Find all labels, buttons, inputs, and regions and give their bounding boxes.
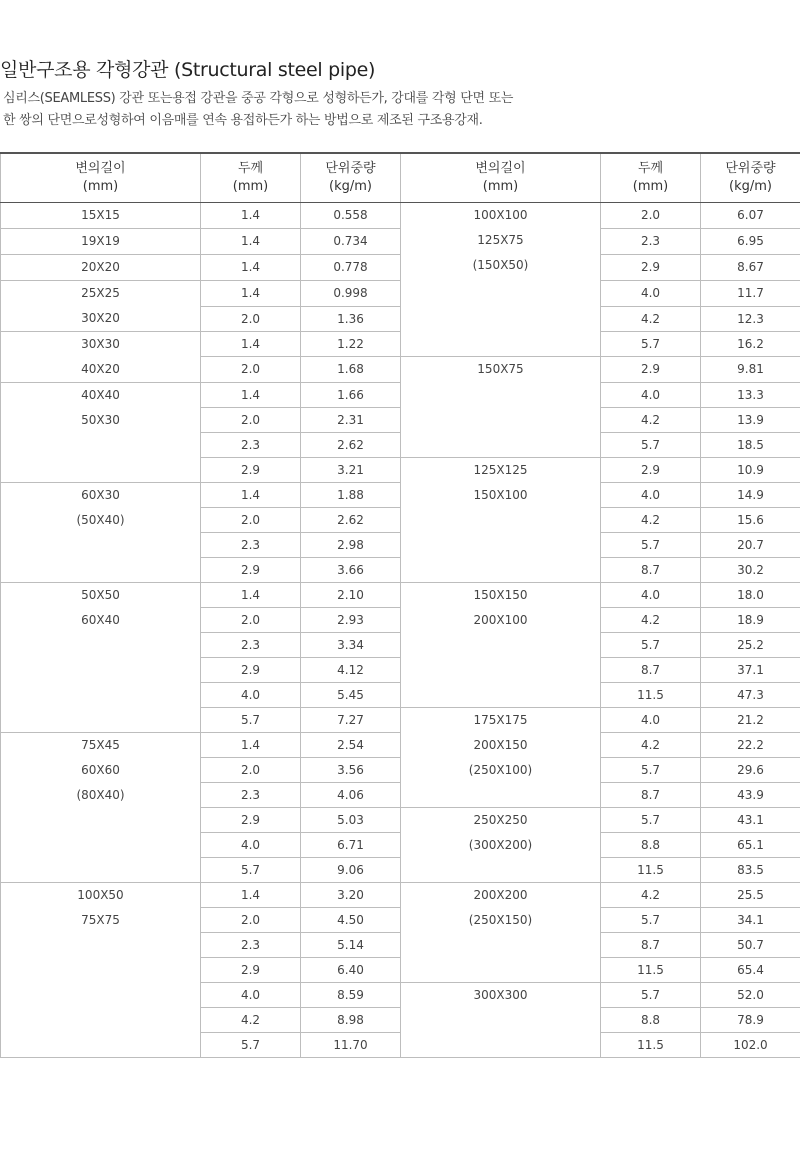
unit-weight-cell: 102.0 — [701, 1033, 800, 1058]
thickness-cell: 4.0 — [601, 383, 701, 408]
thickness-cell: 11.5 — [601, 858, 701, 883]
side-length-cell — [1, 733, 201, 883]
unit-weight-cell: 30.2 — [701, 558, 800, 583]
description-line: 심리스(SEAMLESS) 강관 또는용접 강관을 중공 각형으로 성형하든가, 강대를 각형 단면 또는 — [3, 91, 514, 106]
side-length-value: 15X15 — [81, 208, 120, 222]
thickness-cell: 5.7 — [201, 708, 301, 733]
side-length-value: (300X200) — [468, 838, 533, 852]
thickness-cell: 5.7 — [601, 908, 701, 933]
thickness-cell: 1.4 — [201, 583, 301, 608]
table-row — [1, 733, 800, 758]
side-length-cell — [401, 357, 601, 458]
unit-weight-cell: 2.62 — [301, 433, 401, 458]
thickness-cell: 2.9 — [201, 458, 301, 483]
thickness-cell: 4.0 — [201, 833, 301, 858]
unit-weight-cell: 18.5 — [701, 433, 800, 458]
unit-weight-cell: 65.4 — [701, 958, 800, 983]
unit-weight-cell: 0.778 — [301, 255, 401, 281]
unit-weight-cell: 21.2 — [701, 708, 800, 733]
thickness-cell: 4.2 — [601, 508, 701, 533]
side-length-value: 100X100 — [473, 208, 528, 222]
side-length-cell — [401, 983, 601, 1058]
side-length-cell — [401, 708, 601, 808]
unit-weight-cell: 5.45 — [301, 683, 401, 708]
unit-weight-cell: 3.66 — [301, 558, 401, 583]
unit-weight-cell: 43.9 — [701, 783, 800, 808]
side-length-cell — [1, 483, 201, 583]
unit-weight-cell: 10.9 — [701, 458, 800, 483]
thickness-cell: 2.0 — [201, 408, 301, 433]
unit-weight-cell: 6.95 — [701, 229, 800, 255]
side-length-value: (250X150) — [468, 913, 533, 927]
thickness-cell: 5.7 — [201, 858, 301, 883]
side-length-value: 40X40 — [81, 388, 120, 402]
unit-weight-cell: 3.34 — [301, 633, 401, 658]
thickness-cell: 2.9 — [201, 658, 301, 683]
side-length-cell — [1, 281, 201, 332]
unit-weight-cell: 1.22 — [301, 332, 401, 357]
thickness-cell: 5.7 — [601, 808, 701, 833]
side-length-value: 25X25 — [81, 286, 120, 300]
thickness-cell: 2.9 — [201, 558, 301, 583]
unit-weight-cell: 29.6 — [701, 758, 800, 783]
thickness-cell: 4.2 — [601, 608, 701, 633]
side-length-value: 50X50 — [81, 588, 120, 602]
thickness-cell: 1.4 — [201, 383, 301, 408]
header-thickness: 두께 (mm) — [201, 153, 301, 203]
unit-weight-cell: 65.1 — [701, 833, 800, 858]
description — [3, 88, 513, 132]
side-length-cell — [401, 203, 601, 357]
table-row — [1, 483, 800, 508]
unit-weight-cell: 9.06 — [301, 858, 401, 883]
side-length-value: 50X30 — [81, 413, 120, 427]
unit-weight-cell: 7.27 — [301, 708, 401, 733]
unit-weight-cell: 1.88 — [301, 483, 401, 508]
side-length-value: 60X40 — [81, 613, 120, 627]
side-length-value: 19X19 — [81, 234, 120, 248]
description-line: 한 쌍의 단면으로성형하여 이음매를 연속 용접하든가 하는 방법으로 제조된 구조용강재. — [3, 113, 483, 128]
side-length-cell — [1, 229, 201, 255]
side-length-value: 125X75 — [477, 233, 524, 247]
side-length-cell — [401, 583, 601, 708]
thickness-cell: 4.2 — [201, 1008, 301, 1033]
unit-weight-cell: 0.734 — [301, 229, 401, 255]
thickness-cell: 2.3 — [201, 433, 301, 458]
header-unit-weight: 단위중량 (kg/m) — [301, 153, 401, 203]
table-row — [1, 281, 800, 307]
thickness-cell: 4.0 — [601, 583, 701, 608]
thickness-cell: 1.4 — [201, 733, 301, 758]
unit-weight-cell: 50.7 — [701, 933, 800, 958]
thickness-cell: 2.3 — [201, 783, 301, 808]
unit-weight-cell: 4.50 — [301, 908, 401, 933]
thickness-cell: 5.7 — [601, 332, 701, 357]
unit-weight-cell: 1.66 — [301, 383, 401, 408]
thickness-cell: 1.4 — [201, 229, 301, 255]
thickness-cell: 11.5 — [601, 958, 701, 983]
unit-weight-cell: 2.62 — [301, 508, 401, 533]
thickness-cell: 2.0 — [201, 306, 301, 332]
side-length-value: 300X300 — [473, 988, 528, 1002]
thickness-cell: 2.9 — [601, 357, 701, 383]
side-length-value: 200X100 — [473, 613, 528, 627]
thickness-cell: 5.7 — [601, 533, 701, 558]
unit-weight-cell: 25.2 — [701, 633, 800, 658]
unit-weight-cell: 2.10 — [301, 583, 401, 608]
thickness-cell: 2.3 — [201, 633, 301, 658]
side-length-value: (250X100) — [468, 763, 533, 777]
unit-weight-cell: 3.20 — [301, 883, 401, 908]
side-length-value: 150X75 — [477, 362, 524, 376]
unit-weight-cell: 34.1 — [701, 908, 800, 933]
side-length-cell — [1, 255, 201, 281]
side-length-value: 75X75 — [81, 913, 120, 927]
side-length-value: 150X150 — [473, 588, 528, 602]
unit-weight-cell: 22.2 — [701, 733, 800, 758]
side-length-cell — [401, 883, 601, 983]
thickness-cell: 8.8 — [601, 1008, 701, 1033]
side-length-cell — [1, 883, 201, 1058]
unit-weight-cell: 4.06 — [301, 783, 401, 808]
thickness-cell: 4.2 — [601, 883, 701, 908]
unit-weight-cell: 47.3 — [701, 683, 800, 708]
thickness-cell: 1.4 — [201, 883, 301, 908]
unit-weight-cell: 16.2 — [701, 332, 800, 357]
thickness-cell: 1.4 — [201, 332, 301, 357]
unit-weight-cell: 3.21 — [301, 458, 401, 483]
thickness-cell: 11.5 — [601, 683, 701, 708]
table-row — [1, 332, 800, 357]
thickness-cell: 1.4 — [201, 483, 301, 508]
unit-weight-cell: 2.31 — [301, 408, 401, 433]
thickness-cell: 5.7 — [601, 633, 701, 658]
thickness-cell: 2.3 — [201, 533, 301, 558]
unit-weight-cell: 15.6 — [701, 508, 800, 533]
thickness-cell: 4.0 — [201, 683, 301, 708]
thickness-cell: 2.0 — [201, 508, 301, 533]
table-row — [1, 255, 800, 281]
table-row — [1, 203, 800, 229]
unit-weight-cell: 18.0 — [701, 583, 800, 608]
unit-weight-cell: 2.98 — [301, 533, 401, 558]
unit-weight-cell: 37.1 — [701, 658, 800, 683]
side-length-cell — [1, 203, 201, 229]
thickness-cell: 4.0 — [201, 983, 301, 1008]
side-length-value: (80X40) — [76, 788, 125, 802]
thickness-cell: 8.7 — [601, 783, 701, 808]
unit-weight-cell: 20.7 — [701, 533, 800, 558]
unit-weight-cell: 8.67 — [701, 255, 800, 281]
side-length-value: 150X100 — [473, 488, 528, 502]
side-length-value: 175X175 — [473, 713, 528, 727]
side-length-cell — [1, 383, 201, 483]
unit-weight-cell: 0.558 — [301, 203, 401, 229]
spec-table — [0, 152, 800, 1058]
unit-weight-cell: 25.5 — [701, 883, 800, 908]
thickness-cell: 5.7 — [201, 1033, 301, 1058]
thickness-cell: 2.0 — [601, 203, 701, 229]
side-length-value: 60X30 — [81, 488, 120, 502]
side-length-value: 125X125 — [473, 463, 528, 477]
unit-weight-cell: 4.12 — [301, 658, 401, 683]
side-length-value: 75X45 — [81, 738, 120, 752]
side-length-value: 30X30 — [81, 337, 120, 351]
side-length-value: (50X40) — [76, 513, 125, 527]
header-side-length: 변의길이 (mm) — [1, 153, 201, 203]
unit-weight-cell: 5.14 — [301, 933, 401, 958]
thickness-cell: 5.7 — [601, 433, 701, 458]
thickness-cell: 2.0 — [201, 758, 301, 783]
unit-weight-cell: 18.9 — [701, 608, 800, 633]
side-length-cell — [401, 808, 601, 883]
unit-weight-cell: 52.0 — [701, 983, 800, 1008]
table-row — [1, 583, 800, 608]
thickness-cell: 4.0 — [601, 708, 701, 733]
thickness-cell: 2.9 — [201, 808, 301, 833]
thickness-cell: 2.0 — [201, 908, 301, 933]
unit-weight-cell: 6.71 — [301, 833, 401, 858]
unit-weight-cell: 13.3 — [701, 383, 800, 408]
thickness-cell: 4.0 — [601, 281, 701, 307]
unit-weight-cell: 1.36 — [301, 306, 401, 332]
header-side-length: 변의길이 (mm) — [401, 153, 601, 203]
spec-table-body — [1, 203, 800, 1058]
side-length-value: 30X20 — [81, 311, 120, 325]
thickness-cell: 8.7 — [601, 658, 701, 683]
thickness-cell: 8.7 — [601, 933, 701, 958]
unit-weight-cell: 78.9 — [701, 1008, 800, 1033]
side-length-value: 200X200 — [473, 888, 528, 902]
thickness-cell: 4.2 — [601, 408, 701, 433]
thickness-cell: 5.7 — [601, 983, 701, 1008]
unit-weight-cell: 5.03 — [301, 808, 401, 833]
thickness-cell: 1.4 — [201, 281, 301, 307]
thickness-cell: 2.9 — [201, 958, 301, 983]
thickness-cell: 1.4 — [201, 203, 301, 229]
side-length-cell — [1, 332, 201, 383]
table-row — [1, 229, 800, 255]
thickness-cell: 2.0 — [201, 357, 301, 383]
thickness-cell: 2.9 — [601, 255, 701, 281]
thickness-cell: 11.5 — [601, 1033, 701, 1058]
thickness-cell: 2.3 — [201, 933, 301, 958]
side-length-value: 250X250 — [473, 813, 528, 827]
thickness-cell: 2.3 — [601, 229, 701, 255]
unit-weight-cell: 3.56 — [301, 758, 401, 783]
thickness-cell: 4.0 — [601, 483, 701, 508]
unit-weight-cell: 83.5 — [701, 858, 800, 883]
thickness-cell: 4.2 — [601, 733, 701, 758]
unit-weight-cell: 43.1 — [701, 808, 800, 833]
unit-weight-cell: 0.998 — [301, 281, 401, 307]
thickness-cell: 1.4 — [201, 255, 301, 281]
unit-weight-cell: 11.70 — [301, 1033, 401, 1058]
header-unit-weight: 단위중량 (kg/m) — [701, 153, 800, 203]
unit-weight-cell: 9.81 — [701, 357, 800, 383]
unit-weight-cell: 13.9 — [701, 408, 800, 433]
unit-weight-cell: 6.40 — [301, 958, 401, 983]
table-row — [1, 383, 800, 408]
unit-weight-cell: 11.7 — [701, 281, 800, 307]
side-length-value: 20X20 — [81, 260, 120, 274]
unit-weight-cell: 8.59 — [301, 983, 401, 1008]
thickness-cell: 2.0 — [201, 608, 301, 633]
page-title: 일반구조용 각형강관 (Structural steel pipe) — [0, 59, 376, 81]
unit-weight-cell: 12.3 — [701, 306, 800, 332]
side-length-cell — [401, 458, 601, 583]
side-length-value: 200X150 — [473, 738, 528, 752]
side-length-value: 40X20 — [81, 362, 120, 376]
side-length-value: 60X60 — [81, 763, 120, 777]
unit-weight-cell: 2.54 — [301, 733, 401, 758]
thickness-cell: 5.7 — [601, 758, 701, 783]
unit-weight-cell: 2.93 — [301, 608, 401, 633]
unit-weight-cell: 6.07 — [701, 203, 800, 229]
unit-weight-cell: 8.98 — [301, 1008, 401, 1033]
unit-weight-cell: 14.9 — [701, 483, 800, 508]
thickness-cell: 8.8 — [601, 833, 701, 858]
side-length-value: 100X50 — [77, 888, 124, 902]
unit-weight-cell: 1.68 — [301, 357, 401, 383]
header-row — [1, 153, 800, 203]
thickness-cell: 4.2 — [601, 306, 701, 332]
thickness-cell: 8.7 — [601, 558, 701, 583]
side-length-value: (150X50) — [472, 258, 529, 272]
thickness-cell: 2.9 — [601, 458, 701, 483]
side-length-cell — [1, 583, 201, 733]
header-thickness: 두께 (mm) — [601, 153, 701, 203]
table-row — [1, 883, 800, 908]
